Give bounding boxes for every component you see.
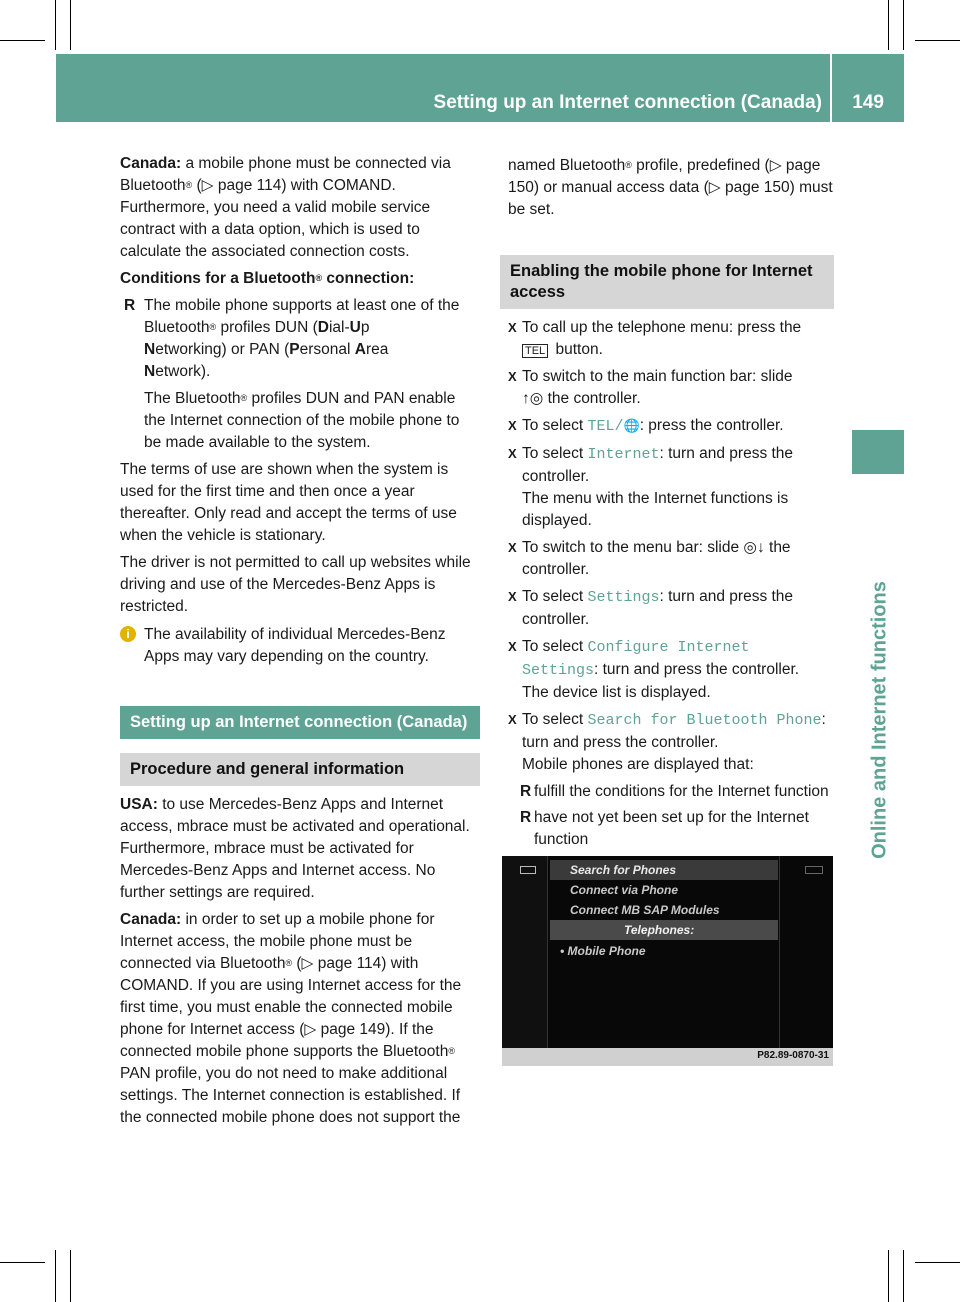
step-arrow-icon: X [508, 589, 517, 604]
paragraph: Canada: a mobile phone must be connected via Bluetooth® (▷ page 114) with COMAND. Furthermore, you need a valid mobile service contract with a data option, which is used to calculate the associated connection costs. [120, 155, 451, 260]
list-item: R have not yet been set up for the Internet function [520, 809, 809, 848]
step-arrow-icon: X [508, 446, 517, 461]
page-header [56, 54, 904, 122]
crop-mark [0, 40, 45, 41]
step-item: X To select TEL/🌐: press the controller. [508, 417, 784, 435]
crop-mark [70, 1250, 71, 1302]
crop-mark [888, 1250, 889, 1302]
controller-slide-down-icon: ◎↓ [743, 539, 765, 556]
registered-icon: ® [240, 393, 248, 403]
info-icon: i [120, 626, 136, 642]
step-arrow-icon: X [508, 320, 517, 335]
bullet-icon: R [124, 297, 136, 314]
info-note: i The availability of individual Mercedes-Benz Apps may vary depending on the country. [120, 624, 480, 668]
screen-menu-item: Connect MB SAP Modules [570, 903, 720, 917]
page-number: 149 [852, 92, 884, 113]
step-item: X To switch to the menu bar: slide ◎↓ the controller. [508, 539, 791, 578]
comand-screenshot [502, 856, 833, 1066]
tel-key-icon: TEL [522, 344, 548, 358]
bullet-icon: R [520, 809, 532, 826]
registered-icon: ® [315, 273, 323, 283]
paragraph: Canada: in order to set up a mobile phone for Internet access, the mobile phone must be connected via Bluetooth® (▷ page 114) with COMAND. If you are using Internet access for the first time, you must enable the connected mobile phone for Internet access (▷ page 149). If the connected mobile phone supports the Bluetooth® PAN profile, you do not need to make additional settings. The Internet connection is established. If the connected mobile phone does not support the [120, 911, 462, 1126]
step-item: X To switch to the main function bar: slide ↑◎ the controller. [508, 368, 793, 407]
back-icon [805, 866, 823, 874]
list-item: R fulfill the conditions for the Internet function [520, 781, 834, 803]
section-heading: Enabling the mobile phone for Internet access [500, 255, 834, 309]
paragraph: named Bluetooth® profile, predefined (▷ page 150) or manual access data (▷ page 150) must be set. [508, 157, 833, 218]
screen-left-panel [502, 856, 548, 1048]
screen-menu-item: Telephones: [624, 923, 695, 937]
page-title: Setting up an Internet connection (Canada) [433, 92, 822, 113]
registered-icon: ® [625, 160, 632, 170]
menu-icon [520, 866, 536, 874]
figure-caption-bar [502, 1048, 833, 1066]
screen-menu-item: Connect via Phone [570, 883, 679, 897]
registered-icon: ® [448, 1046, 455, 1056]
step-arrow-icon: X [508, 540, 517, 555]
step-item: X To select Internet: turn and press the controller. The menu with the Internet functions is displayed. [508, 445, 794, 529]
screen-divider [779, 856, 780, 1048]
crop-mark [915, 40, 960, 41]
step-item: X To select Configure Internet Settings: turn and press the controller. The device list is displayed. [508, 638, 800, 701]
crop-mark [70, 0, 71, 50]
crop-mark [903, 0, 904, 50]
crop-mark [888, 0, 889, 50]
screen-menu-item: • Mobile Phone [560, 944, 646, 958]
controller-slide-up-icon: ↑◎ [522, 390, 544, 407]
globe-icon: 🌐 [623, 418, 640, 433]
header-divider [830, 54, 832, 122]
step-arrow-icon: X [508, 418, 517, 433]
paragraph: The terms of use are shown when the system is used for the first time and then once a year thereafter. Only read and accept the terms of use when the vehicle is stationary. [120, 461, 457, 544]
crop-mark [903, 1250, 904, 1302]
right-column [508, 155, 834, 855]
step-arrow-icon: X [508, 712, 517, 727]
list-item: R The mobile phone supports at least one of the Bluetooth® profiles DUN (Dial-Up Networking) or PAN (Personal Area Network). The Bluetooth® profiles DUN and PAN enable the Internet connection of the mobile phone to be made available to the system. [120, 295, 480, 454]
subsection-heading: Procedure and general information [120, 753, 480, 786]
step-arrow-icon: X [508, 639, 517, 654]
screen-menu-item: Search for Phones [570, 863, 677, 877]
section-heading: Setting up an Internet connection (Canada) [120, 706, 480, 739]
bullet-icon: R [520, 783, 532, 800]
left-column [120, 153, 480, 1134]
registered-icon: ® [185, 180, 193, 190]
chapter-tab [852, 430, 904, 474]
list-item-note: The Bluetooth® profiles DUN and PAN enable the Internet connection of the mobile phone to be made available to the system. [144, 390, 460, 451]
step-item: X To select Settings: turn and press the controller. [508, 588, 794, 628]
step-item: X To call up the telephone menu: press the TEL button. [508, 319, 802, 358]
crop-mark [55, 0, 56, 50]
conditions-heading: Conditions for a Bluetooth® connection: [120, 270, 415, 287]
step-arrow-icon: X [508, 369, 517, 384]
figure-code: P82.89-0870-31 [757, 1050, 829, 1061]
chapter-label: Online and Internet functions [868, 581, 891, 859]
paragraph: USA: to use Mercedes-Benz Apps and Internet access, mbrace must be activated and operational. Furthermore, mbrace must be activated for Mercedes-Benz Apps and Internet access. No further settings are required. [120, 796, 470, 901]
paragraph: The driver is not permitted to call up websites while driving and use of the Mercedes-Benz Apps is restricted. [120, 554, 471, 615]
crop-mark [55, 1250, 56, 1302]
registered-icon: ® [209, 322, 217, 332]
crop-mark [0, 1262, 45, 1263]
registered-icon: ® [285, 958, 293, 968]
step-item: X To select Search for Bluetooth Phone: turn and press the controller. Mobile phones are displayed that: [508, 711, 826, 773]
crop-mark [915, 1262, 960, 1263]
